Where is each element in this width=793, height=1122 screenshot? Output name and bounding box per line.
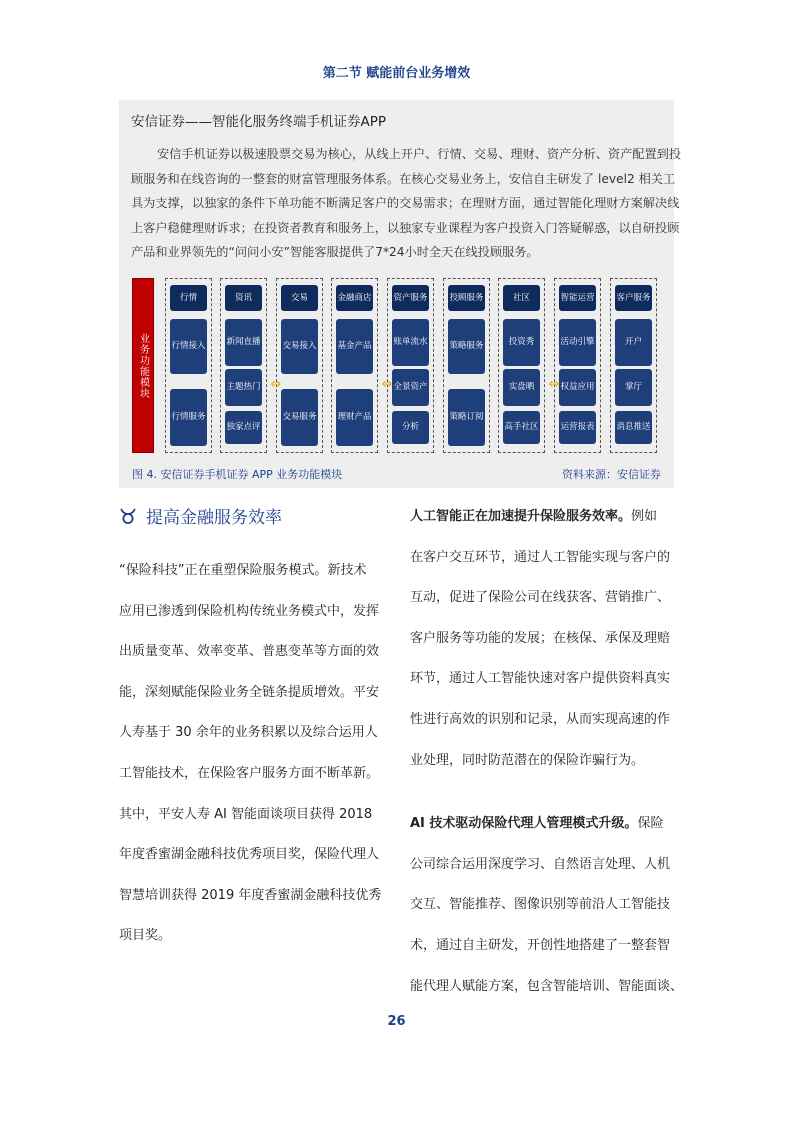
text-line: 工智能技术，在保险客户服务方面不断革新。 [119, 765, 380, 781]
text-run: 保险 [637, 816, 664, 832]
text-line: “保险科技”正在重塑保险服务模式。新技术 [119, 563, 367, 578]
diagram-module-item: 理财产品 [336, 389, 373, 446]
page-header-title: 第二节 赋能前台业务增效 [322, 66, 471, 81]
diagram-module-head: 投顾服务 [448, 285, 485, 311]
diagram-column [498, 278, 545, 453]
case-line: 上客户稳健理财诉求；在投资者教育和服务上，以独家专业课程为客户投资入门答疑解惑，以自研投顾 [131, 220, 680, 235]
text-line: 能代理人赋能方案，包含智能培训、智能面谈、 [410, 978, 684, 994]
diagram-module-item: 分析 [392, 411, 429, 444]
diagram-module-head: 资讯 [225, 285, 262, 311]
diagram-module-item: 交易接入 [281, 319, 318, 374]
figure-source: 资料来源：安信证券 [562, 468, 661, 481]
diagram-module-item: 开户 [615, 319, 652, 366]
diagram-column [443, 278, 490, 453]
diagram-module-item: 行情接入 [170, 319, 207, 374]
text-line: 业处理，同时防范潜在的保险诈骗行为。 [410, 752, 645, 768]
text-line: 术，通过自主研发，开创性地搭建了一整套智 [410, 937, 671, 953]
text-line: 性进行高效的识别和记录，从而实现高速的作 [410, 711, 671, 727]
paragraph [410, 804, 684, 1007]
left-column-text [119, 551, 383, 957]
diagram-column [610, 278, 657, 453]
taurus-icon [119, 507, 137, 525]
text-line: 应用已渗透到保险机构传统业务模式中，发挥 [119, 603, 380, 619]
double-arrow-icon: ⇔ [548, 377, 560, 392]
diagram-side-label-text: 业务功能模块 [137, 332, 149, 399]
case-line: 具为支撑，以独家的条件下单功能不断满足客户的交易需求；在理财方面，通过智能化理财方案解决线 [131, 196, 680, 211]
diagram-column [276, 278, 323, 453]
case-study-body [131, 142, 682, 265]
case-line: 产品和业界领先的“问问小安”智能客服提供了7*24小时全天在线投顾服务。 [131, 245, 539, 260]
diagram-column [220, 278, 267, 453]
diagram-module-item: 活动引擎 [559, 319, 596, 366]
diagram-module-item: 策略订阅 [448, 389, 485, 446]
text-line: 项目奖。 [119, 928, 172, 944]
diagram-module-head: 社区 [503, 285, 540, 311]
text-line: 互动，促进了保险公司在线获客、营销推广、 [410, 590, 671, 606]
diagram-module-item: 运营报表 [559, 411, 596, 444]
diagram-module-item: 投资秀 [503, 319, 540, 366]
text-line [410, 497, 675, 538]
text-line: 交互、智能推荐、图像识别等前沿人工智能技 [410, 897, 671, 913]
diagram-module-item: 消息推送 [615, 411, 652, 444]
double-arrow-icon: ⇔ [270, 377, 282, 392]
case-line: 安信手机证券以极速股票交易为核心，从线上开户、行情、交易、理财、资产分析、资产配置到投 [157, 147, 682, 161]
text-line: 客户服务等功能的发展；在核保、承保及理赔 [410, 630, 671, 646]
page-number: 26 [387, 1014, 406, 1029]
diagram-module-head: 智能运营 [559, 285, 596, 311]
diagram-module-item: 账单流水 [392, 319, 429, 366]
diagram-side-label [132, 278, 154, 453]
section-heading [119, 503, 282, 528]
diagram-column [331, 278, 378, 453]
text-line: 人寿基于 30 余年的业务积累以及综合运用人 [119, 725, 378, 741]
diagram-module-head: 客户服务 [615, 285, 652, 311]
double-arrow-icon: ⇔ [381, 377, 393, 392]
right-column-text [410, 497, 684, 1007]
diagram-column [387, 278, 434, 453]
diagram-module-item: 主题热门 [225, 369, 262, 406]
diagram-column [554, 278, 601, 453]
diagram-module-head: 资产服务 [392, 285, 429, 311]
diagram-module-item: 行情服务 [170, 389, 207, 446]
diagram-module-head: 金融商店 [336, 285, 373, 311]
text-line [410, 804, 675, 845]
section-title: 提高金融服务效率 [146, 508, 282, 528]
text-line: 年度香蜜湖金融科技优秀项目奖，保险代理人 [119, 847, 380, 863]
text-line: 出质量变革、效率变革、普惠变革等方面的效 [119, 644, 380, 660]
diagram-module-item: 掌厅 [615, 369, 652, 406]
diagram-module-item: 实盘晒 [503, 369, 540, 406]
diagram-module-item: 独家点评 [225, 411, 262, 444]
case-line: 顾服务和在线咨询的一整套的财富管理服务体系。在核心交易业务上，安信自主研发了 level2 相关工 [131, 171, 676, 186]
function-module-diagram [132, 278, 662, 453]
text-line: 其中，平安人寿 AI 智能面谈项目获得 2018 [119, 806, 373, 822]
diagram-module-item: 新闻直播 [225, 319, 262, 366]
text-run: 例如 [631, 509, 658, 524]
bold-lead: 人工智能正在加速提升保险服务效率。 [410, 509, 632, 524]
bold-lead: AI 技术驱动保险代理人管理模式升级。 [410, 816, 638, 832]
diagram-module-item: 高手社区 [503, 411, 540, 444]
text-line: 公司综合运用深度学习、自然语言处理、人机 [410, 856, 671, 872]
diagram-module-item: 策略服务 [448, 319, 485, 374]
diagram-module-item: 权益应用 [559, 369, 596, 406]
diagram-module-head: 行情 [170, 285, 207, 311]
text-line: 在客户交互环节，通过人工智能实现与客户的 [410, 549, 671, 565]
diagram-column [165, 278, 212, 453]
figure-caption: 图 4. 安信证券手机证券 APP 业务功能模块 [132, 468, 343, 481]
text-line: 能，深刻赋能保险业务全链条提质增效。平安 [119, 684, 380, 700]
text-line: 环节，通过人工智能快速对客户提供资料真实 [410, 671, 671, 687]
case-study-title: 安信证券——智能化服务终端手机证券APP [131, 114, 387, 130]
diagram-module-item: 全景资产 [392, 369, 429, 406]
text-line: 智慧培训获得 2019 年度香蜜湖金融科技优秀 [119, 887, 382, 903]
diagram-module-head: 交易 [281, 285, 318, 311]
diagram-module-item: 基金产品 [336, 319, 373, 374]
diagram-module-item: 交易服务 [281, 389, 318, 446]
